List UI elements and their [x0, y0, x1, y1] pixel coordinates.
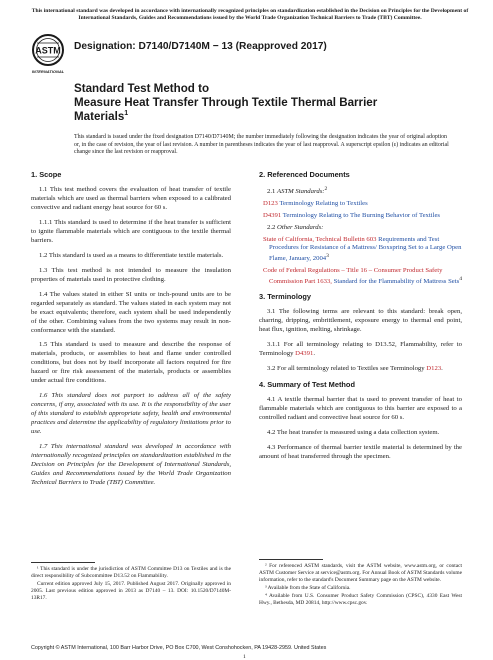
summary-4-2: 4.2 The heat transfer is measured using a data collection system.: [267, 429, 440, 437]
title-line-2: Measure Heat Transfer Through Textile Thermal Barrier: [74, 96, 378, 110]
ref-d123: [259, 200, 462, 209]
ref-d4391: [259, 212, 462, 221]
ref-cfr-1633: [259, 267, 462, 287]
astm-standards-number: 2.1: [267, 188, 276, 196]
astm-standards-footnote-mark: 2: [324, 185, 328, 192]
title-line-3-text: Materials: [74, 110, 125, 124]
ref-california-code-link[interactable]: State of California, Technical Bulletin 603: [263, 235, 377, 243]
footnote-rule-right: [259, 559, 323, 560]
title-line-1: Standard Test Method to: [74, 82, 210, 95]
footnotes-right: [259, 563, 462, 607]
copyright-notice: Copyright © ASTM International, 100 Barr Harbor Drive, PO Box C700, West Conshohocken, PA 19428-2959. United States: [31, 645, 327, 651]
logo-text: ASTM: [35, 45, 61, 56]
referenced-heading: 2. Referenced Documents: [259, 170, 350, 179]
ref-d123-title-link[interactable]: Terminology Relating to Textiles: [279, 200, 368, 208]
summary-heading: 4. Summary of Test Method: [259, 380, 355, 390]
scope-1-4: 1.4 The values stated in either SI units or inch-pound units are to be regarded separately as standard. The values stated in each system may not be exact equivalents; therefore, each system shall be used independently of the other. Combining values from the two systems may result in non-conformance with the standard.: [31, 290, 231, 334]
ref-cfr-footnote-mark: 4: [459, 275, 463, 282]
footnote-2: ² For referenced ASTM standards, visit the ASTM website, www.astm.org, or contact ASTM Customer Service at service@astm.org. For Annual Book of ASTM Standards volume information, refer to the standard's Document Summary page on the ASTM website.: [259, 563, 462, 583]
terminology-d4391-link[interactable]: D4391: [295, 350, 314, 358]
scope-heading: 1. Scope: [31, 170, 62, 179]
section-referenced-documents: [259, 170, 462, 286]
summary-4-1: 4.1 A textile thermal barrier that is used to prevent transfer of heat to flammable materials which are contiguous to this barrier are exposed to a controlled radiant and convective heat source for 60 s.: [259, 396, 462, 422]
other-standards-label: Other Standards:: [277, 223, 324, 231]
title-footnote-mark: 1: [124, 110, 129, 118]
section-scope: [31, 170, 231, 488]
scope-1-6: 1.6 This standard does not purport to address all of the safety concerns, if any, associated with its use. It is the responsibility of the user of this standard to establish appropriate safety, health and environmental practices and determine the applicability of regulatory limitations prior to use.: [31, 392, 231, 436]
footnote-3: ³ Available from the State of California.: [265, 584, 351, 591]
ref-california-tb603: [259, 236, 462, 264]
other-standards-heading: [259, 224, 462, 233]
terminology-heading: 3. Terminology: [259, 292, 312, 302]
designation: Designation: D7140/D7140M − 13 (Reapproved 2017): [74, 41, 327, 52]
ref-cfr-title-link[interactable]: Standard for the Flammability of Mattress Sets: [333, 277, 460, 285]
footnote-rule-left: [31, 562, 95, 563]
title-line-3: [74, 110, 454, 124]
footnote-1: ¹ This standard is under the jurisdiction of ASTM Committee D13 on Textiles and is the direct responsibility of Subcommittee D13.52 on Flammability.: [31, 566, 231, 579]
summary-4-3: 4.3 Performance of thermal barrier textile material is determined by the amount of heat transferred through the specimen.: [259, 444, 462, 460]
right-column: [259, 170, 462, 468]
terminology-d123-link[interactable]: D123: [426, 365, 442, 373]
footnote-1-edition: Current edition approved July 15, 2017. Published August 2017. Originally approved in 2005. Last previous edition approved in 2013 as D7140 – 13. DOI: 10.1520/D7140M-13R17.: [31, 580, 231, 601]
terminology-3-2: 3.2 For all terminology related to Textiles see Terminology D123.: [267, 365, 443, 373]
ref-d4391-code-link[interactable]: D4391: [263, 211, 282, 219]
ref-cfr-code-link[interactable]: Code of Federal Regulations – Title 16 – Consumer Product Safety Commission Part 1633,: [263, 266, 443, 285]
scope-1-7: 1.7 This international standard was developed in accordance with internationally recognized principles on standardization established in the Decision on Principles for the Development of International Standards, Guides and Recommendations issued by the World Trade Organization Technical Barriers to Trade (TBT) Committee.: [31, 443, 231, 487]
scope-1-1: 1.1 This test method covers the evaluation of heat transfer of textile materials which are used as thermal barriers when exposed to a calibrated convective and radiant energy heat source for 60 s.: [31, 185, 231, 211]
terminology-3-2-text: 3.2 For all terminology related to Textiles see Terminology: [267, 365, 425, 373]
page-number: 1: [243, 654, 246, 660]
scope-1-3: 1.3 This test method is not intended to measure the insulation properties of materials used in protective clothing.: [31, 266, 231, 283]
other-standards-number: 2.2: [267, 223, 276, 231]
footnote-4: ⁴ Available from U.S. Consumer Product Safety Commission (CPSC), 4330 East West Hwy., Bethesda, MD 20814, http://www.cpsc.gov.: [259, 592, 462, 606]
astm-standards-label: ASTM Standards:: [277, 188, 325, 196]
ref-d123-code-link[interactable]: D123: [263, 200, 278, 208]
issue-note: This standard is issued under the fixed designation D7140/D7140M; the number immediately following the designation indicates the year of original adoption or, in the case of revision, the year of last revision. A number in parentheses indicates the year of last reapproval. A superscript epsilon (ε) indicates an editorial change since the last revision or reapproval.: [74, 134, 449, 156]
ref-california-footnote-mark: 3: [326, 252, 329, 259]
ref-california-title-link[interactable]: Requirements and Test Procedures for Resistance of a Mattress/ Boxspring Set to a Large Open Flame, January, 2004: [269, 235, 462, 263]
scope-1-1-1: 1.1.1 This standard is used to determine if the heat transfer is sufficient to ignite flammable materials which are contiguous to the textile thermal barriers.: [31, 218, 231, 244]
astm-standards-heading: [259, 186, 462, 197]
terminology-3-1-1: 3.1.1 For all terminology relating to D13.52, Flammability, refer to Terminology D4391.: [259, 341, 462, 358]
top-notice: This international standard was developed in accordance with internationally recognized principles on standardization established in the Decision on Principles for the Development of International Standards, Guides and Recommendations issued by the World Trade Organization Technical Barriers to Trade (TBT) Committee.: [31, 8, 469, 21]
terminology-3-1: 3.1 The following terms are relevant to this standard: break open, charring, dripping, embrittlement, exposure energy to thermal end point, heat flux, ignition, melting, shrinkage.: [259, 308, 462, 334]
document-title: [74, 82, 454, 124]
ref-d4391-title-link[interactable]: Terminology Relating to The Burning Behavior of Textiles: [282, 211, 441, 219]
astm-logo-icon: [31, 33, 65, 79]
terminology-3-1-1-text: 3.1.1 For all terminology relating to D13.52, Flammability, refer to Terminology: [259, 341, 462, 358]
section-terminology: [259, 292, 462, 374]
left-column: [31, 170, 231, 494]
scope-1-5: 1.5 This standard is used to measure and describe the response of materials, products, or assemblies to heat and flame under controlled conditions, but does not by itself incorporate all factors required for fire hazard or fire risk assessment of the materials, products or assemblies under actual fire conditions.: [31, 341, 231, 385]
section-summary: [259, 380, 462, 462]
logo-subtext: INTERNATIONAL: [31, 69, 65, 74]
scope-1-2: 1.2 This standard is used as a means to differentiate textile materials.: [39, 251, 224, 259]
footnotes-left: [31, 566, 231, 603]
